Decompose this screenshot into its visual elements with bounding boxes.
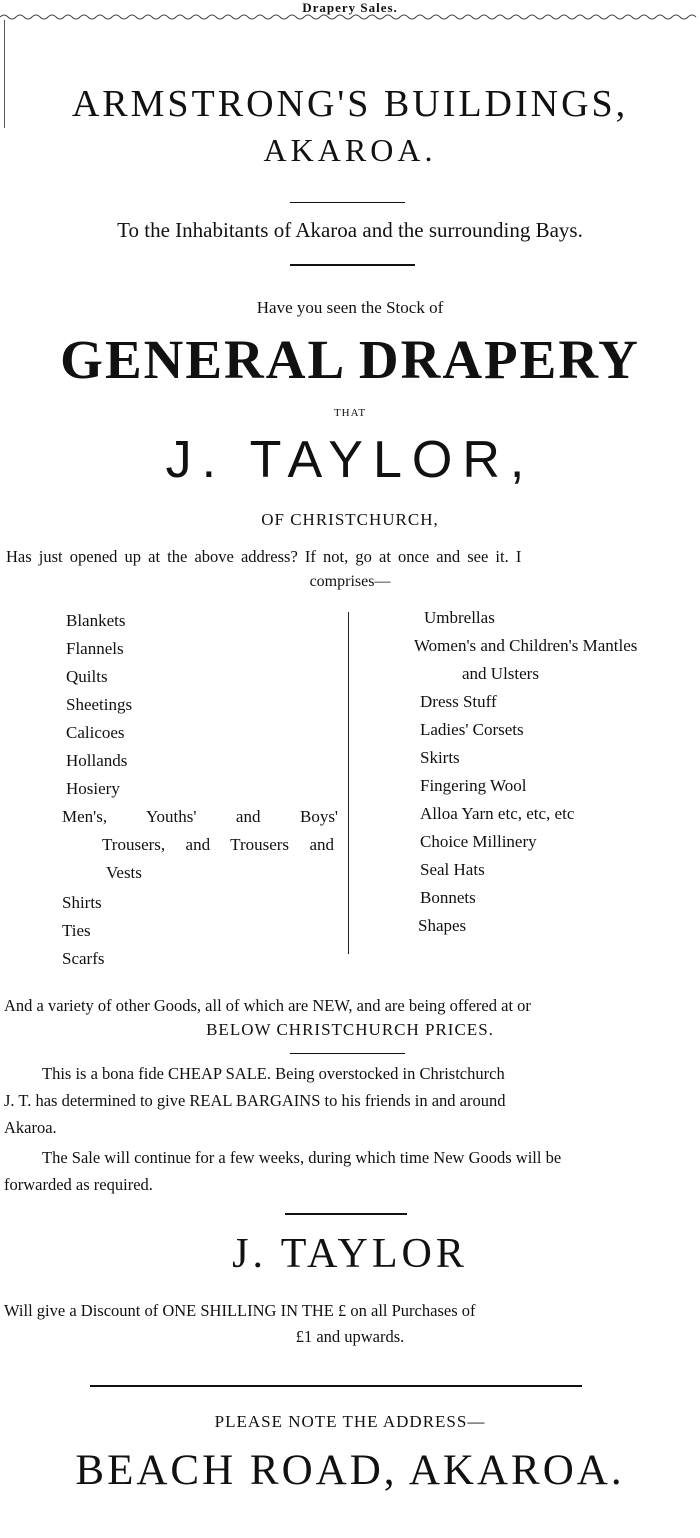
right-list-item: Choice Millinery xyxy=(420,832,537,851)
left-list-item: Trousers, and Trousers and xyxy=(102,835,334,854)
discount-line2: £1 and upwards. xyxy=(295,1327,405,1346)
left-list-item: Scarfs xyxy=(62,949,105,968)
right-list-item: Umbrellas xyxy=(424,608,495,627)
right-list-item: Dress Stuff xyxy=(420,692,497,711)
right-list-item: Bonnets xyxy=(420,888,476,907)
right-list-item: Women's and Children's Mantles xyxy=(414,636,638,655)
section-header: Drapery Sales. xyxy=(302,0,398,15)
right-list-item: Skirts xyxy=(420,748,460,767)
left-list-item: Hollands xyxy=(66,751,128,770)
divider xyxy=(290,202,405,203)
merchant-name: J. TAYLOR, xyxy=(165,431,535,489)
para2-line2: forwarded as required. xyxy=(4,1175,153,1194)
left-list-item: Sheetings xyxy=(66,695,133,714)
left-list-item: Men's, Youths' and Boys' xyxy=(62,807,338,826)
right-list-item: Alloa Yarn etc, etc, etc xyxy=(420,804,575,823)
para2-line1: The Sale will continue for a few weeks, during which time New Goods will be xyxy=(42,1148,562,1167)
left-list-item: Calicoes xyxy=(66,723,125,742)
right-list-item: and Ulsters xyxy=(462,664,539,683)
left-list-item: Quilts xyxy=(66,667,108,686)
please-note: PLEASE NOTE THE ADDRESS— xyxy=(214,1412,486,1431)
left-list-item: Ties xyxy=(62,921,91,940)
divider xyxy=(290,1053,405,1054)
right-list-item: Shapes xyxy=(418,916,467,935)
divider xyxy=(90,1385,582,1387)
divider xyxy=(285,1213,407,1215)
divider xyxy=(290,264,415,266)
left-list-item: Blankets xyxy=(66,611,126,630)
opened-line: Has just opened up at the above address? If not, go at once and see it. I xyxy=(6,547,522,566)
address-to: To the Inhabitants of Akaroa and the surrounding Bays. xyxy=(117,218,583,242)
building-title: ARMSTRONG'S BUILDINGS, xyxy=(71,83,629,125)
right-list-item: Seal Hats xyxy=(420,860,485,879)
right-list-item: Fingering Wool xyxy=(420,776,527,795)
para1-line2: J. T. has determined to give REAL BARGAINS to his friends in and around xyxy=(4,1091,506,1110)
column-divider xyxy=(348,612,349,954)
signature-name: J. TAYLOR xyxy=(232,1231,468,1277)
left-list-item: Hosiery xyxy=(66,779,120,798)
headline: GENERAL DRAPERY xyxy=(60,329,640,390)
street-address: BEACH ROAD, AKAROA. xyxy=(75,1447,625,1494)
comprises: comprises— xyxy=(309,573,391,590)
left-list-item: Flannels xyxy=(66,639,124,658)
variety-line: And a variety of other Goods, all of which are NEW, and are being offered at or xyxy=(4,996,531,1015)
left-list-item: Shirts xyxy=(62,893,102,912)
wavy-rule xyxy=(0,13,700,21)
that-label: THAT xyxy=(333,407,367,419)
question-intro: Have you seen the Stock of xyxy=(256,298,444,317)
left-list-item: Vests xyxy=(106,863,142,882)
below-prices: BELOW CHRISTCHURCH PRICES. xyxy=(206,1020,494,1039)
town-title: AKAROA. xyxy=(263,132,437,168)
discount-line1: Will give a Discount of ONE SHILLING IN THE £ on all Purchases of xyxy=(4,1301,476,1320)
para1-line3: Akaroa. xyxy=(4,1118,57,1137)
para1-line1: This is a bona fide CHEAP SALE. Being overstocked in Christchurch xyxy=(42,1064,505,1083)
right-list-item: Ladies' Corsets xyxy=(420,720,524,739)
merchant-of: OF CHRISTCHURCH, xyxy=(261,510,439,529)
